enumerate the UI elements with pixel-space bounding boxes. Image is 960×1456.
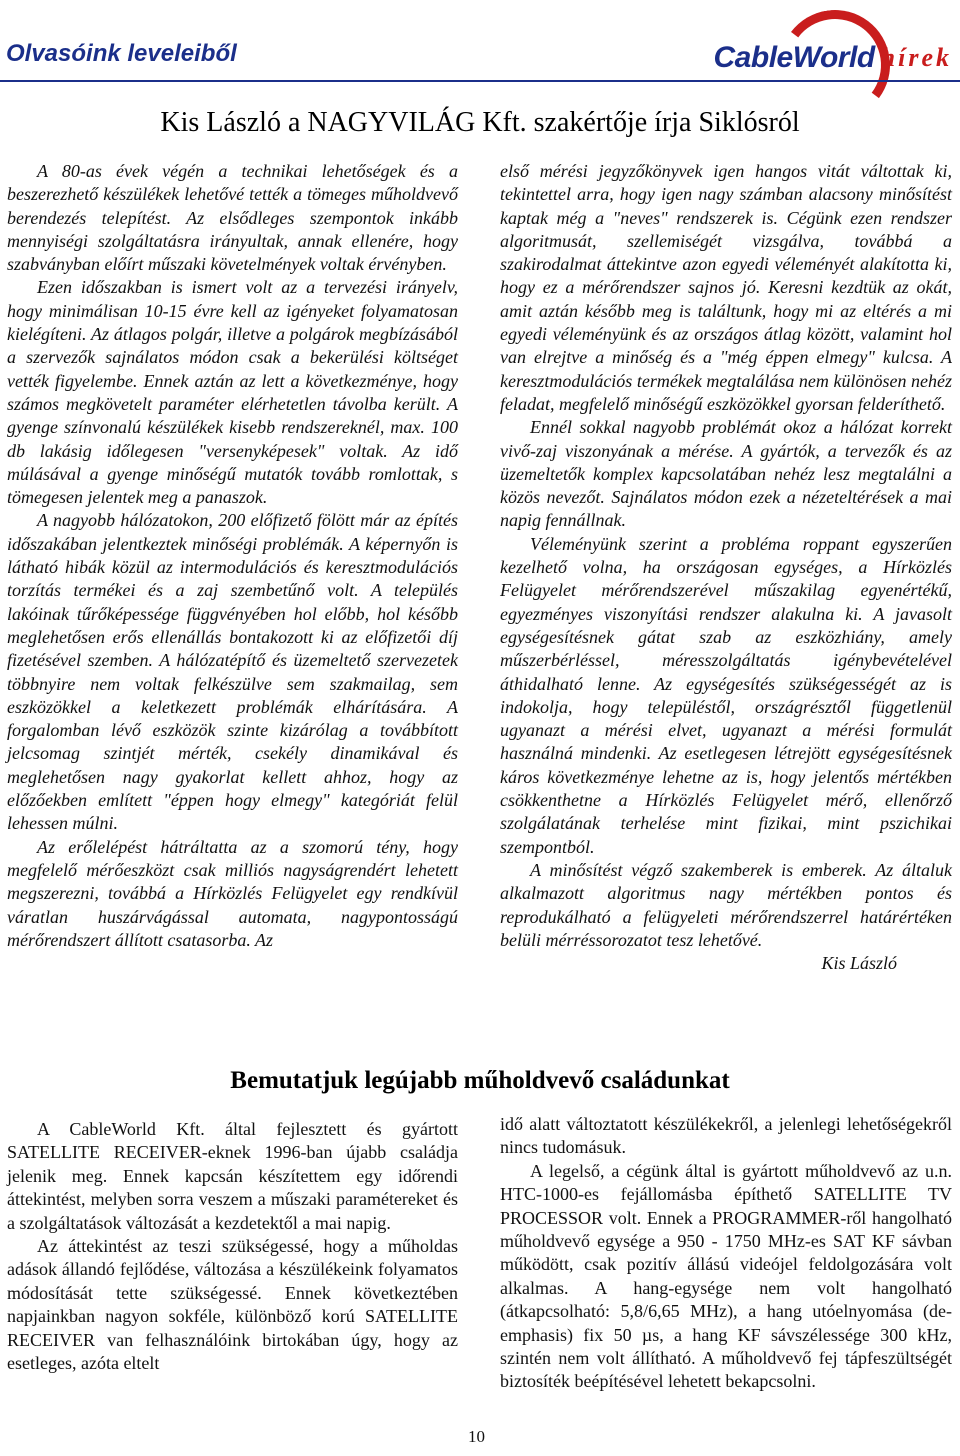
article2-paragraph: idő alatt változtatott készülékekről, a jelenlegi lehetőségekről nincs tudomásuk.: [500, 1114, 952, 1158]
article1-paragraph: Véleményünk szerint a probléma roppant egyszerűen kezelhető volna, ha országosan egységes, a Hírközlés Felügyelet mérőrendszerével műszakilag egyenértékű, egyezményes viszonyítási rendszer alakulna ki. A javasolt egységesítésnek gátat szab az eszközhiány, amely műszerbérléssel, méresszolgáltatás igénybevételével áthidalható lenne. Az egységesítés szükségességét az is indokolja, hogy településtől, országrésztől függetlenül ugyanazt a mérési elvet, ugyanazt a mérési formulát használná mindenki. Az esetlegesen létrejött egységesítésnek káros következménye lehetne az is, hogy jelentős mértékben csökkenthetne a Hírközlés Felügyelet mérő, ellenőrző szolgálatának terhelése mint fizikai, mint pszichikai szempontból.: [500, 533, 952, 857]
article2-paragraph: A legelső, a cégünk által is gyártott műholdvevő az u.n. HTC-1000-es fejállomásba építhető SATELLITE TV PROCESSOR volt. Ennek a PROGRAMMER-ről hangolható műholdvevő egysége a 950 - 1750 MHz-es SAT KF sávban működött, csak pozitív állású videójel feldolgozására volt alkalmas. A hang-egysége nem volt hangolható (átkapcsolható: 5,8/6,65 MHz), a hang utóelnyomása (de-emphasis) fix 50 µs, a hang KF sávszélessége 300 kHz, szintén nem volt állítható. A műholdvevő fej tápfeszültségét biztosíték beépítésével lehetett bekapcsolni.: [500, 1160, 952, 1392]
article2-column-left: [7, 1118, 458, 1375]
article1-paragraph: Ennél sokkal nagyobb problémát okoz a hálózat korrekt vivő-zaj viszonyának a mérése. A gyártók, a tervezők és az üzemeltetők komplex kapcsolatában nehéz lesz megtalálni a közös nevezőt. Sajnálatos módon ezek a nézeteltérések a mai napig fennállnak.: [500, 417, 952, 531]
article1-signature: Kis László: [821, 953, 897, 974]
page-header: [0, 0, 960, 80]
article1-paragraph: A 80-as évek végén a technikai lehetőségek és a beszerezhető készülékek lehetővé tették a tömeges műholdvevő berendezés telepítést. Az elsődleges szempontok inkább mennyiségi szolgáltatásra irányultak, annak ellenére, hogy szabványban előírt műszaki követelmények voltak érvényben.: [7, 161, 458, 275]
brand-tag: hírek: [880, 43, 952, 72]
article2-paragraph: A CableWorld Kft. által fejlesztett és gyártott SATELLITE RECEIVER-eknek 1996-ban újabb családja jelenik meg. Ennek kapcsán készítettem egy időrendi áttekintést, melyben sorra veszem a műszaki paramétereket és a szolgáltatások változását a kezdetektől a mai napig.: [7, 1119, 458, 1233]
article1-paragraph: első mérési jegyzőkönyvek igen hangos vitát váltottak ki, tekintettel arra, hogy igen nagy számban alacsony minősítést kaptak még a "neves" rendszerek is. Cégünk ezen rendszer algoritmusát, szellemiségét vizsgálva, továbbá a szakirodalmat áttekintve azon egyedi véleményét alakította ki, hogy ez a mérőrendszer sajnos jó. Keresni kezdtük az okát, amit aztán később meg is találtunk, hogy mi az eltérés a mi egyedi véleményünk és az országos átlag között, valamint hol van elrejtve a minőség és a "még éppen elmegy" kulcsa. A keresztmodulációs termékek megtalálása nem különösen nehéz feladat, megfelelő minőségű eszközökkel gyorsan felderíthető.: [500, 161, 952, 414]
article1-paragraph: Az erőlelépést hátráltatta az a szomorú tény, hogy megfelelő mérőeszközt csak milliós nagyságrendért lehetett megszerezni, továbbá a Hírközlés Felügyelet egy rendkívül váratlan huszárvágással automata, nagypontosságú mérőrendszert állított csatasorba. Az: [7, 836, 458, 950]
section-title: Olvasóink leveleiből: [6, 40, 237, 67]
article1-paragraph: A minősítést végző szakemberek is emberek. Az általuk alkalmazott algoritmus nagy mértékben pontos és reprodukálható a felügyeleti mérőrendszerrel határértéken belüli mérréssorozatot tesz lehetővé.: [500, 859, 952, 950]
article1-paragraph: Ezen időszakban is ismert volt az a tervezési irányelv, hogy minimálisan 10-15 évre kell az igényeket folyamatosan kielégíteni. Az átlagos polgár, illetve a polgárok megbízásából a szervezők sajnálatos módon csak a bekerülési költséget vették figyelembe. Ennek aztán az lett a következménye, hogy számos megkövetelt paraméter elérhetetlen távolba került. A gyenge színvonalú készülékek kisebb rendszereknél, max. 100 db lakásig időlegesen "versenyképesek" voltak. Az idő múlásával a gyenge minőségű mutatók tovább romlottak, s tömegesen jelentek meg a panaszok.: [7, 277, 458, 508]
article2-title: Bemutatjuk legújabb műholdvevő családunkat: [230, 1067, 730, 1094]
article2-paragraph: Az áttekintést az teszi szükségessé, hogy a műholdas adások állandó fejlődése, változása a készülékeink folyamatos módosítását tette szükségessé. Ennek következtében napjainkban nagyon sokféle, különböző korú SATELLITE RECEIVER van felhasználóink birtokában úgy, hogy az esetleges, azóta eltelt: [7, 1236, 458, 1374]
page-number: 10: [468, 1427, 485, 1446]
article1-column-left: [7, 160, 458, 952]
header-divider: [0, 80, 960, 82]
article1-paragraph: A nagyobb hálózatokon, 200 előfizető fölött már az építés időszakában jelentkeztek minőségi problémák. A képernyőn is látható hibák közül az intermodulációs és keresztmodulációs torzítás termékei és a zaj szembetűnő volt. A település lakóinak tűrőképessége függvényében hol előbb, hol később meglehetősen erős ellenállás bontakozott ki az előfizetői díj fizetésével szemben. A hálózatépítő és üzemeltető szervezetek többnyire nem voltak felkészülve sem szakmailag, sem eszközökkel a keletkezett problémák elhárítására. A forgalomban lévő eszközök szinte kizárólag a továbbított jelcsomag szintjét mérték, csekély dinamikával és meglehetősen nagy gyakorlat kellett ahhoz, hogy az előzőekben említett "éppen hogy elmegy" kategóriát felül lehessen múlni.: [7, 510, 458, 834]
brand-logo: [714, 36, 952, 80]
article1-title: Kis László a NAGYVILÁG Kft. szakértője írja Siklósról: [160, 107, 800, 138]
article1-column-right: [500, 160, 952, 975]
brand-name: CableWorld: [713, 41, 875, 74]
article2-column-right: [500, 1113, 952, 1394]
